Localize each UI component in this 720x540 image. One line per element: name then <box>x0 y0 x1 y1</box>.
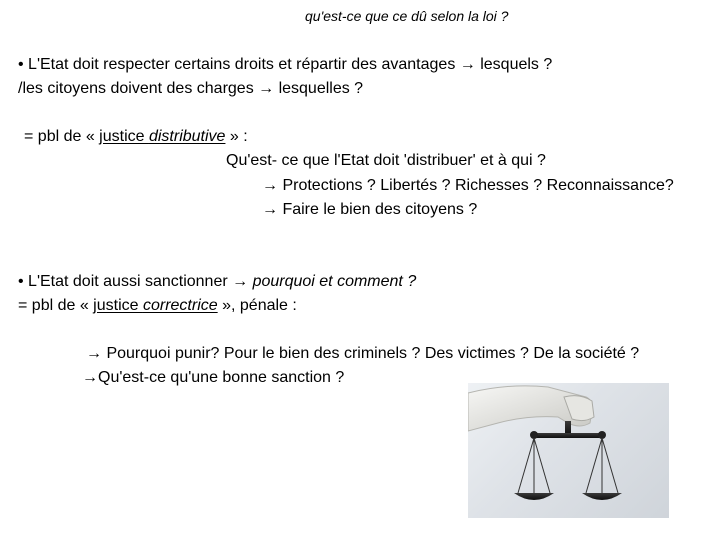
slide-title: qu'est-ce que ce dû selon la loi ? <box>305 8 509 24</box>
distributive-suffix: » : <box>225 128 248 145</box>
bullet1-line1: • L'Etat doit respecter certains droits et répartir des avantages → lesquels ? <box>18 56 553 73</box>
distributive-term: justice distributive <box>99 128 226 145</box>
distributive-prefix: = pbl de « <box>24 128 100 145</box>
distributive-heading <box>24 127 248 147</box>
distributive-question: Qu'est- ce que l'Etat doit 'distribuer' et à qui ? <box>226 152 546 169</box>
scales-illustration <box>468 383 669 518</box>
distributive-item2: → Faire le bien des citoyens ? <box>262 201 478 218</box>
correctrice-heading <box>18 296 297 316</box>
bullet2-line: • L'Etat doit aussi sanctionner → pourquoi et comment ? <box>18 273 417 290</box>
correctrice-term: justice correctrice <box>93 297 218 314</box>
correctrice-item2: →Qu'est-ce qu'une bonne sanction ? <box>82 369 345 386</box>
bullet1-line2: /les citoyens doivent des charges → lesquelles ? <box>18 80 364 97</box>
correctrice-prefix: = pbl de « <box>18 297 94 314</box>
correctrice-item1: → Pourquoi punir? Pour le bien des criminels ? Des victimes ? De la société ? <box>86 345 640 362</box>
scales-of-justice-image <box>468 383 669 518</box>
distributive-item1: → Protections ? Libertés ? Richesses ? Reconnaissance? <box>262 177 674 194</box>
correctrice-suffix: », pénale : <box>217 297 297 314</box>
